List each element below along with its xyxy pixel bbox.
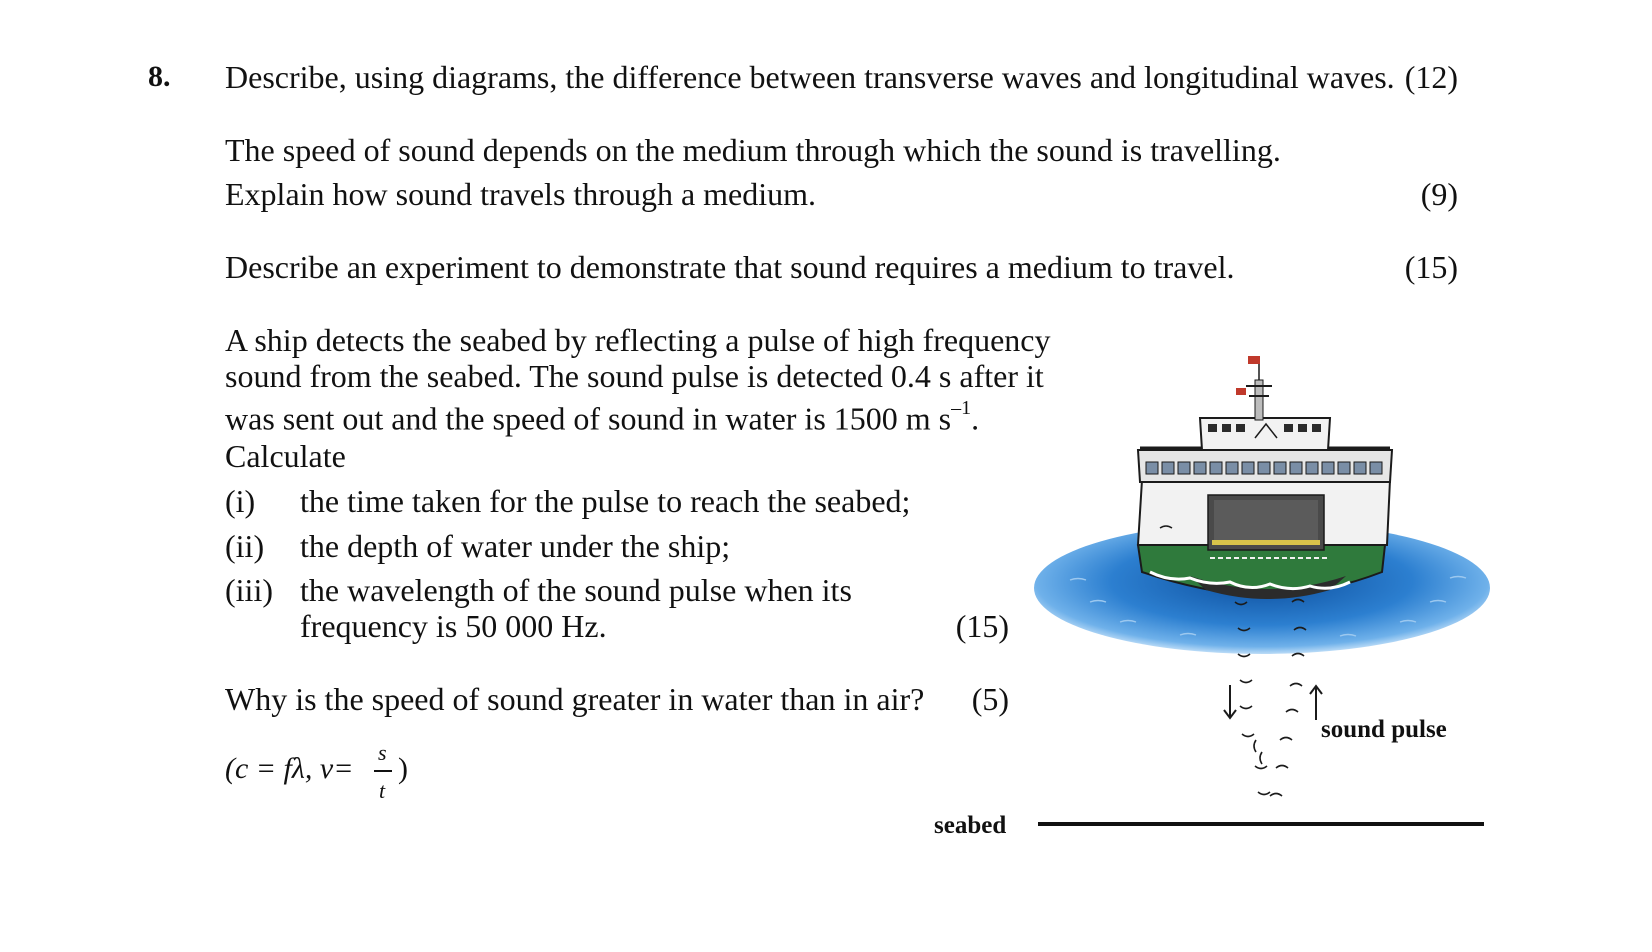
- calculate-label: Calculate: [225, 438, 346, 474]
- part1-marks: (12): [1404, 59, 1458, 95]
- item-ii-label: (ii): [225, 528, 265, 564]
- part3-text: Describe an experiment to demonstrate that sound requires a medium to travel.: [225, 249, 1235, 285]
- formula-close: ): [398, 752, 408, 785]
- fraction-bar: [374, 770, 392, 772]
- part4-line1: A ship detects the seabed by reflecting a pulse of high frequency: [225, 322, 1051, 358]
- part2-line2: Explain how sound travels through a medium.: [225, 176, 817, 212]
- part5-marks: (5): [971, 681, 1009, 717]
- part4-marks: (15): [955, 608, 1009, 644]
- item-i-text: the time taken for the pulse to reach the seabed;: [300, 483, 911, 519]
- unit-exponent: –1: [951, 397, 972, 419]
- part4-line2: sound from the seabed. The sound pulse is detected 0.4 s after it: [225, 358, 1044, 394]
- part1-text: Describe, using diagrams, the difference between transverse waves and longitudinal waves.: [225, 59, 1395, 95]
- ship-diagram: [1030, 340, 1500, 840]
- sound-pulse-label: sound pulse: [1321, 716, 1447, 743]
- question-number: 8.: [148, 60, 171, 93]
- flag-icon: [1248, 356, 1260, 364]
- part4-line3: [225, 393, 979, 438]
- item-iii-label: (iii): [225, 572, 273, 608]
- item-ii-text: the depth of water under the ship;: [300, 528, 731, 564]
- item-i-label: (i): [225, 483, 256, 519]
- formula-denominator: t: [379, 778, 386, 803]
- seabed-line: [1038, 822, 1484, 826]
- item-iii-text: the wavelength of the sound pulse when its: [300, 572, 852, 608]
- part3-marks: (15): [1404, 249, 1458, 285]
- part4-line3-main: was sent out and the speed of sound in water is 1500 m s: [225, 400, 952, 437]
- ferry-illustration: [1138, 356, 1392, 599]
- item-iii-text2: frequency is 50 000 Hz.: [300, 608, 607, 644]
- formula-numerator: s: [378, 740, 387, 765]
- part4-line3-end: .: [971, 400, 980, 437]
- seabed-label: seabed: [934, 812, 1007, 839]
- part2-marks: (9): [1420, 176, 1458, 212]
- formula-open: (c = fλ, v=: [225, 752, 354, 785]
- part5-text: Why is the speed of sound greater in water than in air?: [225, 681, 925, 717]
- part2-line1: The speed of sound depends on the medium through which the sound is travelling.: [225, 132, 1281, 168]
